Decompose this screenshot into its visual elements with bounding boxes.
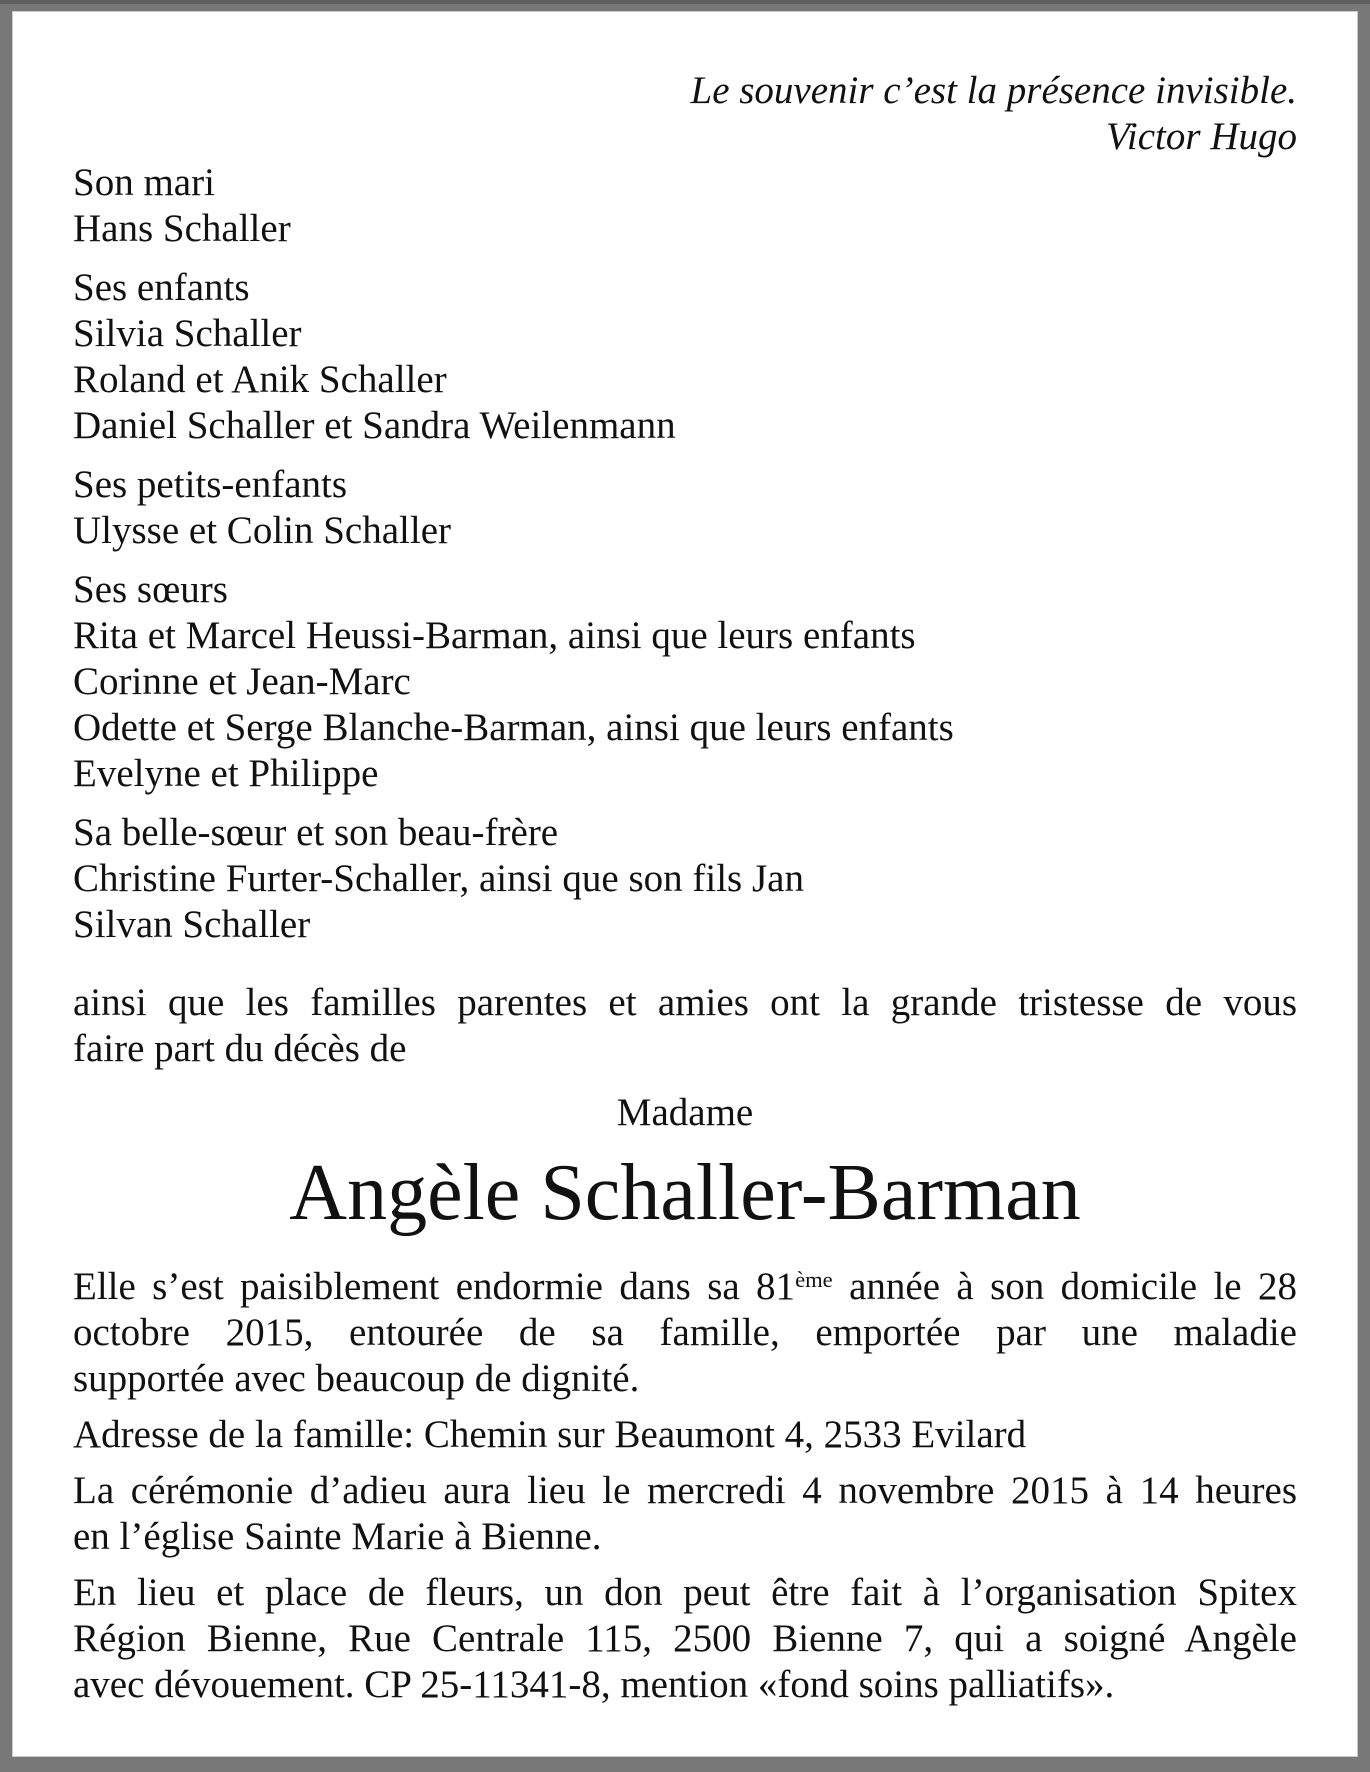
family-group-children: [73, 265, 1297, 449]
family-relation-label: Ses sœurs: [73, 568, 228, 611]
family-member-name: Corinne et Jean-Marc: [73, 660, 411, 703]
donation-line: Région Bienne, Rue Centrale 115, 2500 Bienne 7, qui a soigné Angèle: [73, 1617, 1297, 1660]
death-paragraph-line: octobre 2015, entourée de sa famille, emportée par une maladie: [73, 1311, 1297, 1354]
family-group-husband: [73, 160, 1297, 252]
family-relation-label: Ses petits-enfants: [73, 463, 348, 506]
epigraph-author: Victor Hugo: [1105, 115, 1297, 158]
family-relation-label: Ses enfants: [73, 266, 250, 309]
family-member-name: Ulysse et Colin Schaller: [73, 509, 452, 552]
death-line1-start: Elle s’est paisiblement endormie dans sa 81: [73, 1265, 796, 1308]
family-member-name: Christine Furter-Schaller, ainsi que son fils Jan: [73, 857, 804, 900]
ceremony-paragraph: [73, 1468, 1297, 1560]
viewer-top-edge: [0, 0, 1370, 4]
family-member-name: Hans Schaller: [73, 207, 291, 250]
family-relation-label: Sa belle-sœur et son beau-frère: [73, 811, 559, 854]
family-group-grandchildren: [73, 462, 1297, 554]
deceased-salutation: Madame: [616, 1091, 754, 1134]
deceased-name: Angèle Schaller-Barman: [289, 1149, 1081, 1237]
death-paragraph: [73, 1264, 1297, 1402]
family-member-name: Silvan Schaller: [73, 903, 311, 946]
family-address-line: Adresse de la famille: Chemin sur Beaumont 4, 2533 Evilard: [73, 1413, 1027, 1456]
death-notice-page: [12, 11, 1358, 1757]
ordinal-superscript: ème: [795, 1266, 833, 1292]
ceremony-line: en l’église Sainte Marie à Bienne.: [73, 1515, 602, 1558]
family-relation-label: Son mari: [73, 161, 215, 204]
ceremony-line: La cérémonie d’adieu aura lieu le mercredi 4 novembre 2015 à 14 heures: [73, 1469, 1297, 1512]
family-address: [73, 1412, 1297, 1458]
donation-line: En lieu et place de fleurs, un don peut être fait à l’organisation Spitex: [73, 1571, 1297, 1614]
donation-line: avec dévouement. CP 25-11341-8, mention «fond soins palliatifs».: [73, 1663, 1115, 1706]
family-member-name: Silvia Schaller: [73, 312, 302, 355]
announcement-line: faire part du décès de: [73, 1027, 407, 1070]
family-member-name: Daniel Schaller et Sandra Weilenmann: [73, 404, 676, 447]
family-member-name: Evelyne et Philippe: [73, 752, 379, 795]
family-group-inlaws: [73, 810, 1297, 948]
family-member-name: Odette et Serge Blanche-Barman, ainsi que leurs enfants: [73, 706, 954, 749]
donation-paragraph: [73, 1570, 1297, 1708]
announcement: [73, 980, 1297, 1072]
death-paragraph-line: [73, 1264, 1297, 1310]
family-member-name: Rita et Marcel Heussi-Barman, ainsi que leurs enfants: [73, 614, 916, 657]
epigraph: [73, 68, 1297, 160]
announcement-line: ainsi que les familles parentes et amies ont la grande tristesse de vous: [73, 981, 1297, 1024]
epigraph-text: Le souvenir c’est la présence invisible.: [690, 69, 1297, 112]
death-paragraph-line: supportée avec beaucoup de dignité.: [73, 1357, 640, 1400]
death-line1-end: année à son domicile le 28: [832, 1265, 1297, 1308]
family-group-sisters: [73, 567, 1297, 797]
family-member-name: Roland et Anik Schaller: [73, 358, 447, 401]
